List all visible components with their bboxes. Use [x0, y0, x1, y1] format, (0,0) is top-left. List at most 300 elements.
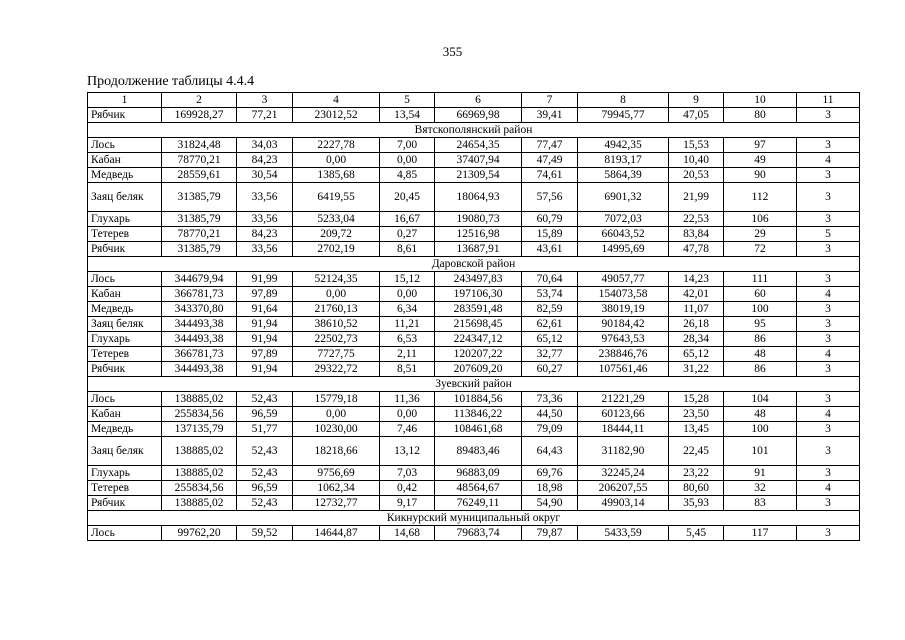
- table-cell: 77,21: [237, 108, 293, 123]
- table-row: [88, 362, 860, 377]
- header-cell: 3: [237, 93, 293, 108]
- table-body: [88, 93, 860, 541]
- table-cell: 79945,77: [578, 108, 669, 123]
- table-row: [88, 272, 860, 287]
- table-cell: 106: [724, 212, 797, 227]
- table-cell: 3: [797, 302, 860, 317]
- table-cell: 83: [724, 496, 797, 511]
- table-row: [88, 317, 860, 332]
- table-cell: 7,46: [380, 422, 435, 437]
- table-cell: 52,43: [237, 437, 293, 466]
- table-cell: 113846,22: [435, 407, 522, 422]
- table-cell: 169928,27: [162, 108, 237, 123]
- table-cell: 0,00: [380, 287, 435, 302]
- table-cell: 23012,52: [293, 108, 380, 123]
- table-cell: 54,90: [522, 496, 578, 511]
- table-cell: 15,28: [669, 392, 724, 407]
- table-cell: 238846,76: [578, 347, 669, 362]
- table-row: [88, 153, 860, 168]
- table-cell: 206207,55: [578, 481, 669, 496]
- table-cell: 70,64: [522, 272, 578, 287]
- table-cell: 48: [724, 407, 797, 422]
- table-cell: 18218,66: [293, 437, 380, 466]
- header-cell: 1: [88, 93, 162, 108]
- table-cell: 80,60: [669, 481, 724, 496]
- table-cell: 47,49: [522, 153, 578, 168]
- table-cell: 60,79: [522, 212, 578, 227]
- species-name: Кабан: [88, 407, 162, 422]
- table-cell: 52124,35: [293, 272, 380, 287]
- table-cell: 1062,34: [293, 481, 380, 496]
- table-cell: 96883,09: [435, 466, 522, 481]
- table-cell: 138885,02: [162, 392, 237, 407]
- table-cell: 73,36: [522, 392, 578, 407]
- table-cell: 83,84: [669, 227, 724, 242]
- table-row: [88, 108, 860, 123]
- table-cell: 35,93: [669, 496, 724, 511]
- table-row: [88, 227, 860, 242]
- species-name: Кабан: [88, 153, 162, 168]
- table-cell: 99762,20: [162, 526, 237, 541]
- table-cell: 29: [724, 227, 797, 242]
- table-cell: 344679,94: [162, 272, 237, 287]
- table-cell: 53,74: [522, 287, 578, 302]
- species-name: Лось: [88, 392, 162, 407]
- table-cell: 3: [797, 332, 860, 347]
- table-cell: 4: [797, 153, 860, 168]
- table-cell: 15,89: [522, 227, 578, 242]
- species-name: Заяц беляк: [88, 437, 162, 466]
- page-number: 355: [442, 44, 463, 59]
- table-cell: 13,45: [669, 422, 724, 437]
- table-cell: 80: [724, 108, 797, 123]
- table-cell: 14995,69: [578, 242, 669, 257]
- table-cell: 91,99: [237, 272, 293, 287]
- table-cell: 120207,22: [435, 347, 522, 362]
- table-cell: 2227,78: [293, 138, 380, 153]
- table-cell: 22,45: [669, 437, 724, 466]
- table-cell: 154073,58: [578, 287, 669, 302]
- species-name: Рябчик: [88, 108, 162, 123]
- table-cell: 60,27: [522, 362, 578, 377]
- table-cell: 13687,91: [435, 242, 522, 257]
- table-cell: 15,12: [380, 272, 435, 287]
- table-cell: 7727,75: [293, 347, 380, 362]
- table-cell: 112: [724, 183, 797, 212]
- table-cell: 3: [797, 422, 860, 437]
- table-cell: 79,09: [522, 422, 578, 437]
- table-cell: 3: [797, 466, 860, 481]
- table-cell: 13,54: [380, 108, 435, 123]
- table-cell: 215698,45: [435, 317, 522, 332]
- table-cell: 90184,42: [578, 317, 669, 332]
- table-cell: 207609,20: [435, 362, 522, 377]
- species-name: Глухарь: [88, 466, 162, 481]
- table-cell: 3: [797, 168, 860, 183]
- species-name: Медведь: [88, 168, 162, 183]
- table-cell: 2702,19: [293, 242, 380, 257]
- header-cell: 2: [162, 93, 237, 108]
- species-name: Кабан: [88, 287, 162, 302]
- table-cell: 4: [797, 347, 860, 362]
- table-cell: 138885,02: [162, 496, 237, 511]
- table-cell: 3: [797, 437, 860, 466]
- table-row: [88, 481, 860, 496]
- species-name: Глухарь: [88, 332, 162, 347]
- table-cell: 60123,66: [578, 407, 669, 422]
- table-cell: 6,34: [380, 302, 435, 317]
- table-cell: 101: [724, 437, 797, 466]
- table-cell: 31385,79: [162, 212, 237, 227]
- table-cell: 3: [797, 496, 860, 511]
- table-cell: 137135,79: [162, 422, 237, 437]
- table-cell: 37407,94: [435, 153, 522, 168]
- table-cell: 3: [797, 183, 860, 212]
- table-cell: 82,59: [522, 302, 578, 317]
- table-cell: 111: [724, 272, 797, 287]
- table-cell: 86: [724, 362, 797, 377]
- header-cell: 4: [293, 93, 380, 108]
- table-cell: 31385,79: [162, 183, 237, 212]
- table-cell: 47,78: [669, 242, 724, 257]
- table-row: [88, 212, 860, 227]
- table-cell: 34,03: [237, 138, 293, 153]
- species-name: Заяц беляк: [88, 317, 162, 332]
- table-cell: 60: [724, 287, 797, 302]
- district-name: Даровской район: [88, 257, 860, 272]
- district-row: [88, 511, 860, 526]
- table-cell: 31824,48: [162, 138, 237, 153]
- table-cell: 13,12: [380, 437, 435, 466]
- table-row: [88, 332, 860, 347]
- table-cell: 344493,38: [162, 317, 237, 332]
- table-cell: 64,43: [522, 437, 578, 466]
- table-cell: 59,52: [237, 526, 293, 541]
- table-cell: 344493,38: [162, 332, 237, 347]
- table-cell: 11,07: [669, 302, 724, 317]
- table-cell: 3: [797, 272, 860, 287]
- district-row: [88, 123, 860, 138]
- table-cell: 243497,83: [435, 272, 522, 287]
- table-cell: 51,77: [237, 422, 293, 437]
- table-cell: 5433,59: [578, 526, 669, 541]
- table-cell: 38019,19: [578, 302, 669, 317]
- table-cell: 44,50: [522, 407, 578, 422]
- table-cell: 3: [797, 242, 860, 257]
- table-cell: 3: [797, 392, 860, 407]
- table-cell: 5864,39: [578, 168, 669, 183]
- table-cell: 3: [797, 212, 860, 227]
- table-cell: 209,72: [293, 227, 380, 242]
- table-cell: 57,56: [522, 183, 578, 212]
- table-cell: 0,27: [380, 227, 435, 242]
- table-cell: 21309,54: [435, 168, 522, 183]
- table-cell: 78770,21: [162, 153, 237, 168]
- table-cell: 97,89: [237, 287, 293, 302]
- table-cell: 33,56: [237, 242, 293, 257]
- table-cell: 72: [724, 242, 797, 257]
- species-name: Заяц беляк: [88, 183, 162, 212]
- table-cell: 32245,24: [578, 466, 669, 481]
- table-cell: 66969,98: [435, 108, 522, 123]
- table-cell: 255834,56: [162, 407, 237, 422]
- table-row: [88, 138, 860, 153]
- table-cell: 107561,46: [578, 362, 669, 377]
- table-cell: 7,00: [380, 138, 435, 153]
- table-cell: 38610,52: [293, 317, 380, 332]
- table-cell: 14,23: [669, 272, 724, 287]
- table-cell: 20,45: [380, 183, 435, 212]
- table-cell: 52,43: [237, 392, 293, 407]
- table-cell: 76249,11: [435, 496, 522, 511]
- table-cell: 18,98: [522, 481, 578, 496]
- district-name: Вятскополянский район: [88, 123, 860, 138]
- table-cell: 3: [797, 362, 860, 377]
- table-cell: 3: [797, 317, 860, 332]
- table-row: [88, 526, 860, 541]
- table-cell: 20,53: [669, 168, 724, 183]
- table-cell: 117: [724, 526, 797, 541]
- table-cell: 89483,46: [435, 437, 522, 466]
- table-cell: 33,56: [237, 183, 293, 212]
- species-name: Рябчик: [88, 242, 162, 257]
- table-cell: 5: [797, 227, 860, 242]
- table-cell: 12732,77: [293, 496, 380, 511]
- table-cell: 97643,53: [578, 332, 669, 347]
- table-cell: 4: [797, 481, 860, 496]
- table-cell: 84,23: [237, 227, 293, 242]
- table-cell: 23,22: [669, 466, 724, 481]
- header-cell: 11: [797, 93, 860, 108]
- table-row: [88, 496, 860, 511]
- table-cell: 65,12: [669, 347, 724, 362]
- table-cell: 28559,61: [162, 168, 237, 183]
- table-row: [88, 422, 860, 437]
- header-row: [88, 93, 860, 108]
- table-cell: 21,99: [669, 183, 724, 212]
- table-cell: 22,53: [669, 212, 724, 227]
- table-cell: 0,00: [380, 153, 435, 168]
- table-cell: 91,94: [237, 332, 293, 347]
- table-cell: 3: [797, 138, 860, 153]
- table-cell: 74,61: [522, 168, 578, 183]
- table-cell: 32,77: [522, 347, 578, 362]
- table-cell: 90: [724, 168, 797, 183]
- table-cell: 3: [797, 526, 860, 541]
- table-cell: 0,00: [293, 407, 380, 422]
- table-cell: 104: [724, 392, 797, 407]
- table-cell: 49: [724, 153, 797, 168]
- table-cell: 1385,68: [293, 168, 380, 183]
- table-cell: 10,40: [669, 153, 724, 168]
- table-row: [88, 242, 860, 257]
- table-cell: 96,59: [237, 407, 293, 422]
- table-cell: 32: [724, 481, 797, 496]
- table-row: [88, 347, 860, 362]
- district-name: Кикнурский муниципальный округ: [88, 511, 860, 526]
- table-cell: 77,47: [522, 138, 578, 153]
- table-cell: 91: [724, 466, 797, 481]
- table-cell: 78770,21: [162, 227, 237, 242]
- table-cell: 86: [724, 332, 797, 347]
- table-cell: 4,85: [380, 168, 435, 183]
- table-cell: 24654,35: [435, 138, 522, 153]
- table-cell: 6419,55: [293, 183, 380, 212]
- table-cell: 0,00: [293, 153, 380, 168]
- table-cell: 11,21: [380, 317, 435, 332]
- table-cell: 19080,73: [435, 212, 522, 227]
- table-cell: 31385,79: [162, 242, 237, 257]
- header-cell: 7: [522, 93, 578, 108]
- table-cell: 4942,35: [578, 138, 669, 153]
- species-name: Тетерев: [88, 347, 162, 362]
- species-name: Лось: [88, 138, 162, 153]
- table-cell: 0,00: [380, 407, 435, 422]
- header-cell: 10: [724, 93, 797, 108]
- table-cell: 79,87: [522, 526, 578, 541]
- species-name: Глухарь: [88, 212, 162, 227]
- table-cell: 66043,52: [578, 227, 669, 242]
- table-row: [88, 287, 860, 302]
- table-cell: 3: [797, 108, 860, 123]
- table-cell: 14,68: [380, 526, 435, 541]
- table-cell: 10230,00: [293, 422, 380, 437]
- table-cell: 48: [724, 347, 797, 362]
- data-table: [87, 92, 860, 541]
- table-row: [88, 466, 860, 481]
- table-cell: 97,89: [237, 347, 293, 362]
- table-cell: 23,50: [669, 407, 724, 422]
- table-cell: 39,41: [522, 108, 578, 123]
- table-caption: Продолжение таблицы 4.4.4: [87, 74, 255, 89]
- table-cell: 52,43: [237, 496, 293, 511]
- table-cell: 21221,29: [578, 392, 669, 407]
- table-cell: 14644,87: [293, 526, 380, 541]
- table-cell: 31,22: [669, 362, 724, 377]
- table-cell: 9756,69: [293, 466, 380, 481]
- table-cell: 96,59: [237, 481, 293, 496]
- table-cell: 343370,80: [162, 302, 237, 317]
- table-cell: 15,53: [669, 138, 724, 153]
- table-cell: 0,42: [380, 481, 435, 496]
- table-cell: 0,00: [293, 287, 380, 302]
- table-cell: 49903,14: [578, 496, 669, 511]
- table-cell: 344493,38: [162, 362, 237, 377]
- table-cell: 16,67: [380, 212, 435, 227]
- table-cell: 42,01: [669, 287, 724, 302]
- table-cell: 97: [724, 138, 797, 153]
- table-cell: 29322,72: [293, 362, 380, 377]
- table-row: [88, 168, 860, 183]
- district-row: [88, 377, 860, 392]
- table-cell: 9,17: [380, 496, 435, 511]
- table-cell: 52,43: [237, 466, 293, 481]
- table-row: [88, 302, 860, 317]
- table-row: [88, 183, 860, 212]
- table-cell: 8193,17: [578, 153, 669, 168]
- table-cell: 255834,56: [162, 481, 237, 496]
- table-row: [88, 437, 860, 466]
- table-cell: 11,36: [380, 392, 435, 407]
- table-cell: 65,12: [522, 332, 578, 347]
- table-cell: 101884,56: [435, 392, 522, 407]
- species-name: Рябчик: [88, 496, 162, 511]
- table-cell: 91,64: [237, 302, 293, 317]
- table-cell: 62,61: [522, 317, 578, 332]
- table-cell: 8,61: [380, 242, 435, 257]
- species-name: Рябчик: [88, 362, 162, 377]
- species-name: Медведь: [88, 422, 162, 437]
- table-cell: 2,11: [380, 347, 435, 362]
- table-cell: 18064,93: [435, 183, 522, 212]
- table-cell: 4: [797, 287, 860, 302]
- header-cell: 6: [435, 93, 522, 108]
- table-cell: 79683,74: [435, 526, 522, 541]
- table-cell: 366781,73: [162, 347, 237, 362]
- table-cell: 5233,04: [293, 212, 380, 227]
- table-cell: 49057,77: [578, 272, 669, 287]
- table-cell: 138885,02: [162, 437, 237, 466]
- district-row: [88, 257, 860, 272]
- header-cell: 8: [578, 93, 669, 108]
- table-cell: 95: [724, 317, 797, 332]
- table-cell: 28,34: [669, 332, 724, 347]
- table-cell: 30,54: [237, 168, 293, 183]
- header-cell: 9: [669, 93, 724, 108]
- table-cell: 6901,32: [578, 183, 669, 212]
- table-cell: 8,51: [380, 362, 435, 377]
- table-cell: 7,03: [380, 466, 435, 481]
- table-cell: 47,05: [669, 108, 724, 123]
- table-cell: 84,23: [237, 153, 293, 168]
- table-row: [88, 407, 860, 422]
- species-name: Тетерев: [88, 481, 162, 496]
- table-cell: 12516,98: [435, 227, 522, 242]
- table-cell: 91,94: [237, 362, 293, 377]
- table-cell: 26,18: [669, 317, 724, 332]
- table-cell: 43,61: [522, 242, 578, 257]
- species-name: Медведь: [88, 302, 162, 317]
- table-cell: 366781,73: [162, 287, 237, 302]
- table-cell: 197106,30: [435, 287, 522, 302]
- table-row: [88, 392, 860, 407]
- table-cell: 7072,03: [578, 212, 669, 227]
- table-cell: 283591,48: [435, 302, 522, 317]
- table-cell: 100: [724, 302, 797, 317]
- table-cell: 33,56: [237, 212, 293, 227]
- table-cell: 48564,67: [435, 481, 522, 496]
- district-name: Зуевский район: [88, 377, 860, 392]
- table-cell: 4: [797, 407, 860, 422]
- species-name: Тетерев: [88, 227, 162, 242]
- table-cell: 5,45: [669, 526, 724, 541]
- table-cell: 108461,68: [435, 422, 522, 437]
- table-cell: 138885,02: [162, 466, 237, 481]
- table-cell: 18444,11: [578, 422, 669, 437]
- table-cell: 6,53: [380, 332, 435, 347]
- species-name: Лось: [88, 526, 162, 541]
- species-name: Лось: [88, 272, 162, 287]
- table-cell: 15779,18: [293, 392, 380, 407]
- table-cell: 69,76: [522, 466, 578, 481]
- table-cell: 22502,73: [293, 332, 380, 347]
- table-cell: 91,94: [237, 317, 293, 332]
- table-cell: 224347,12: [435, 332, 522, 347]
- table-cell: 21760,13: [293, 302, 380, 317]
- table-cell: 100: [724, 422, 797, 437]
- table-cell: 31182,90: [578, 437, 669, 466]
- header-cell: 5: [380, 93, 435, 108]
